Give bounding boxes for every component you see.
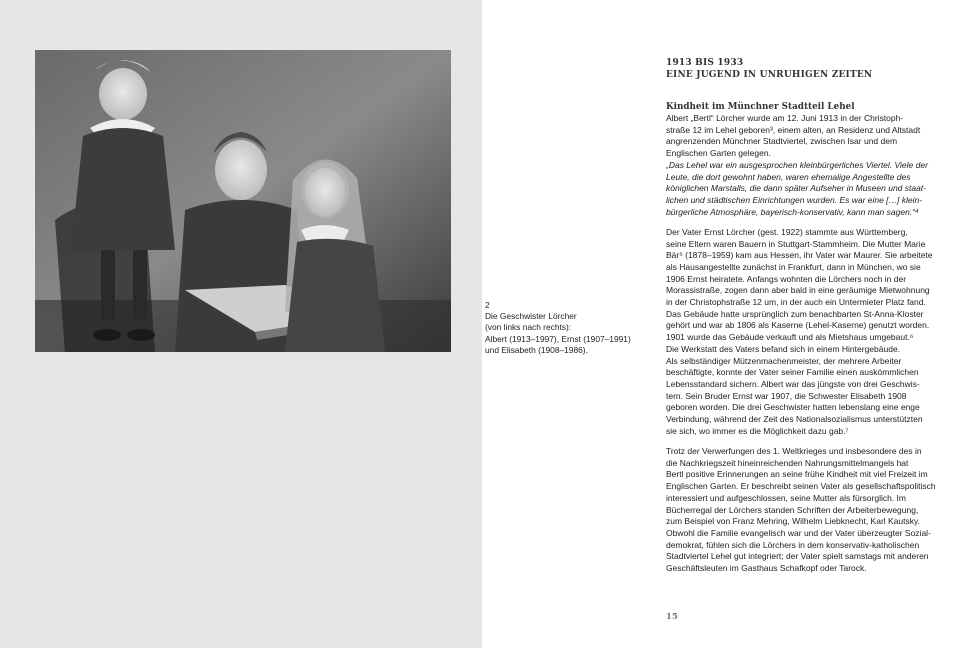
text-line: Die Werkstatt des Vaters befand sich in einem Hintergebäude. — [666, 343, 901, 354]
text-line: in der Christophstraße 12 um, in der auch ein Untermieter Platz fand. — [666, 297, 926, 308]
page-number: 15 — [666, 612, 678, 622]
text-line: beschäftigte, konnte der Vater seiner Familie einen auskömmlichen — [666, 367, 919, 378]
quote-line: „Das Lehel war ein ausgesprochen kleinbürgerliches Viertel. Viele der — [666, 159, 928, 170]
quote-line: lichen und städtischen Einrichtungen wurden. Es war eine […] klein- — [666, 194, 923, 205]
text-line: Als selbständiger Mützenmachenmeister, der mehrere Arbeiter — [666, 355, 902, 366]
text-line: Bertl positive Erinnerungen an seine frühe Kindheit mit viel Freizeit im — [666, 469, 928, 480]
text-line: Lebensstandard sichern. Albert war das jüngste von drei Geschwis- — [666, 378, 920, 389]
text-line: Bücherregal der Lörchers standen Schriften der Arbeiterbewegung, — [666, 504, 919, 515]
caption-line: Albert (1913–1997), Ernst (1907–1991) — [485, 333, 631, 344]
quote-line: königlichen Marstalls, die dann später Aufseher in Museen und staat- — [666, 183, 927, 194]
caption-line: (von links nach rechts): — [485, 322, 572, 333]
text-line: geboren worden. Die drei Geschwister hatten lebenslang eine enge — [666, 402, 920, 413]
text-line: tern. Sein Bruder Ernst war 1907, die Schwester Elisabeth 1908 — [666, 390, 907, 401]
photo-caption — [485, 300, 661, 356]
text-line: interessiert und aufgeschlossen, seine Mutter als fürsorglich. Im — [666, 492, 907, 503]
caption-line: Die Geschwister Lörcher — [485, 311, 577, 322]
text-line: als Hausangestellte zunächst in Frankfurt, dann in München, wo sie — [666, 261, 921, 272]
quote-line: bürgerliche Atmosphäre, bayerisch-konservativ, kann man sagen.“⁴ — [666, 206, 919, 217]
text-line: gehört und war ab 1806 als Kaserne (Lehel-Kaserne) genutzt worden. — [666, 320, 930, 331]
text-line: Bär⁵ (1878–1959) kam aus Hessen, ihr Vater war Maurer. Sie arbeitete — [666, 250, 933, 261]
caption-number: 2 — [485, 300, 490, 310]
text-line: Geschäftsleuten im Gasthaus Schafkopf oder Tarock. — [666, 563, 867, 574]
text-line: Stadtviertel Lehel gut integriert; der Vater spielt samstags mit anderen — [666, 551, 929, 562]
text-line: Morassistraße, zogen dann aber bald in eine geräumige Mietwohnung — [666, 285, 930, 296]
text-line: angrenzenden Münchner Stadtviertel, zwischen Isar und dem — [666, 136, 898, 147]
text-line: Englischen Garten gelegen. — [666, 148, 771, 159]
text-line: Trotz der Verwerfungen des 1. Weltkrieges und insbesondere des in — [666, 445, 922, 456]
text-line: Obwohl die Familie evangelisch war und der Vater überzeugter Sozial- — [666, 527, 931, 538]
chapter-title: EINE JUGEND IN UNRUHIGEN ZEITEN — [666, 70, 873, 80]
text-line: 1906 Ernst heiratete. Anfangs wohnten die Lörchers noch in der — [666, 273, 907, 284]
text-line: die Nachkriegszeit hineinreichenden Nahrungsmittelmangels hat — [666, 457, 909, 468]
paragraph-family — [666, 227, 946, 438]
paragraph-intro — [666, 113, 946, 160]
text-line: sie sich, wo immer es die Möglichkeit dazu gab.⁷ — [666, 425, 849, 436]
text-line: straße 12 im Lehel geboren³, einem alten, an Residenz und Altstadt — [666, 124, 921, 135]
paragraph-childhood — [666, 446, 946, 575]
body-text — [666, 101, 946, 575]
text-line: Verbindung, während der Zeit des Nationalsozialismus unterstützten — [666, 414, 923, 425]
text-line: seine Eltern waren Bauern in Stuttgart-Stammheim. Die Mutter Marie — [666, 238, 926, 249]
text-line: 1901 wurde das Gebäude verkauft und als Mietshaus umgebaut.⁶ — [666, 332, 914, 343]
text-line: zum Beispiel von Franz Mehring, Wilhelm Liebknecht, Karl Kautsky. — [666, 516, 920, 527]
quote-line: Leute, die dort gewohnt haben, waren ehemalige Angestellte des — [666, 171, 911, 182]
historical-photo — [35, 50, 451, 352]
text-line: Der Vater Ernst Lörcher (gest. 1922) stammte aus Württemberg, — [666, 226, 908, 237]
chapter-years: 1913 BIS 1933 — [666, 58, 744, 68]
caption-line: und Elisabeth (1908–1986). — [485, 344, 588, 355]
chapter-heading — [666, 57, 946, 81]
text-line: demokrat, fühlen sich die Lörchers in dem konservativ-katholischen — [666, 539, 920, 550]
section-title: Kindheit im Münchner Stadtteil Lehel — [666, 102, 855, 112]
block-quote — [666, 160, 946, 219]
text-line: Das Gebäude hatte ursprünglich zum benachbarten St-Anna-Kloster — [666, 308, 924, 319]
text-line: Englischen Garten. Er beschreibt seinen Vater als gesellschaftspolitisch — [666, 481, 936, 492]
text-line: Albert „Bertl“ Lörcher wurde am 12. Juni 1913 in der Christoph- — [666, 113, 904, 123]
